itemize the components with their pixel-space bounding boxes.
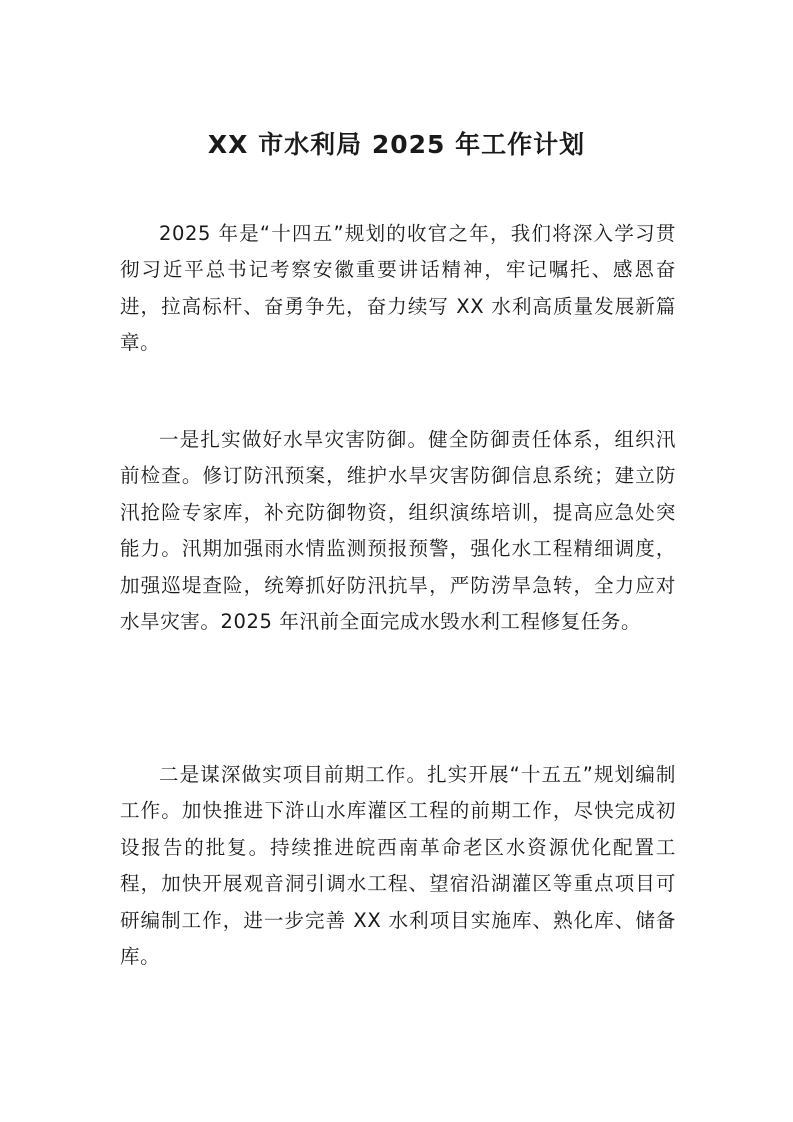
paragraph-intro: 2025 年是“十四五”规划的收官之年，我们将深入学习贯彻习近平总书记考察安徽重要讲话精神，牢记嘱托、感恩奋进，拉高标杆、奋勇争先，奋力续写 XX 水利高质量发展新篇章。 xyxy=(120,221,676,354)
paragraph-project-preparation: 二是谋深做实项目前期工作。扎实开展“十五五”规划编制工作。加快推进下浒山水库灌区工程的前期工作，尽快完成初设报告的批复。持续推进皖西南革命老区水资源优化配置工程，加快开展观音洞引调水工程、望宿沿湖灌区等重点项目可研编制工作，进一步完善 XX 水利项目实施库、熟化库、储备库。 xyxy=(120,762,676,968)
paragraph-flood-defense: 一是扎实做好水旱灾害防御。健全防御责任体系，组织汛前检查。修订防汛预案，维护水旱灾害防御信息系统；建立防汛抢险专家库，补充防御物资，组织演练培训，提高应急处突能力。汛期加强雨水情监测预报预警，强化水工程精细调度，加强巡堤查险，统筹抓好防汛抗旱，严防涝旱急转，全力应对水旱灾害。2025 年汛前全面完成水毁水利工程修复任务。 xyxy=(120,427,676,633)
document-title: XX 市水利局 2025 年工作计划 xyxy=(207,130,586,159)
